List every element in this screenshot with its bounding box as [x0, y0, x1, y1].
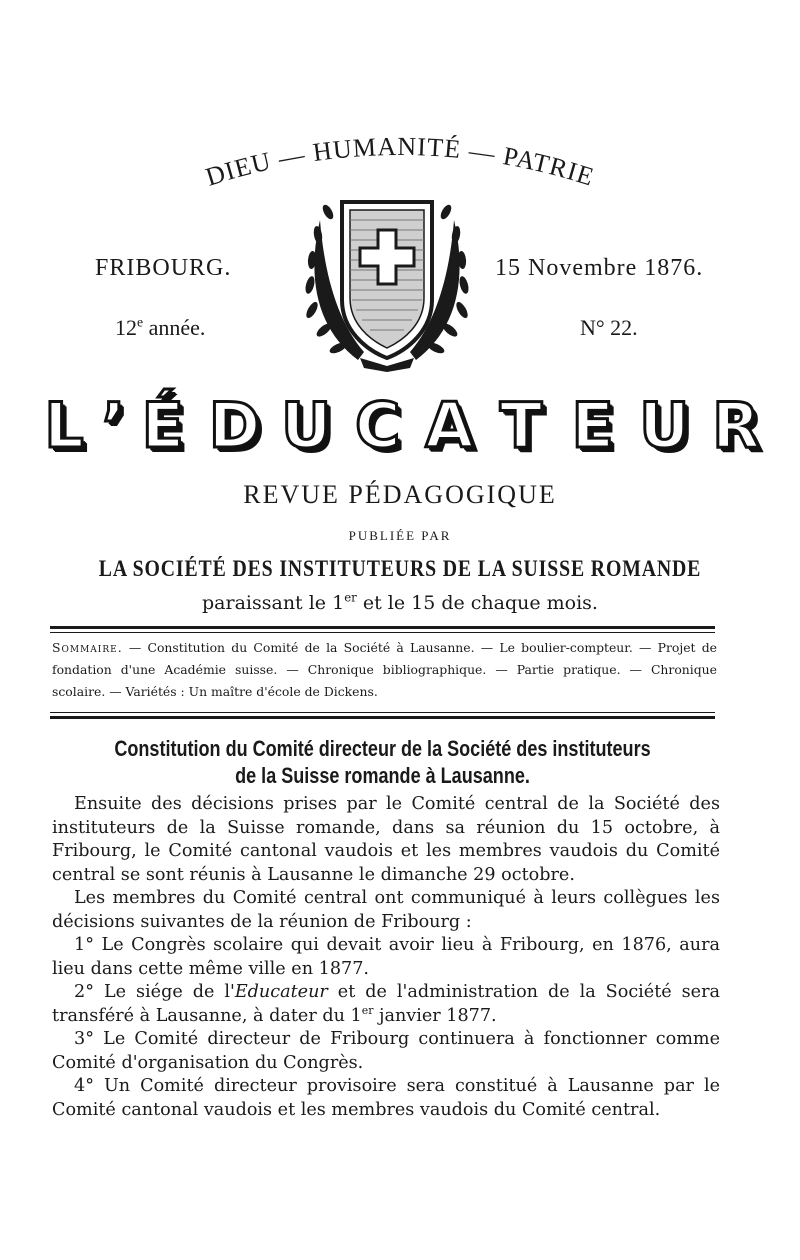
issue-date: 15 Novembre 1876.	[495, 255, 704, 281]
paragraph: Ensuite des décisions prises par le Comité central de la Société des instituteurs de la Suisse romande, dans sa réunion du 15 octobre, à Fribourg, le Comité cantonal vaudois et les membres vaudois du Comité central se sont réunis à Lausanne le dimanche 29 octobre.	[52, 794, 720, 885]
city-label: FRIBOURG.	[95, 255, 232, 281]
society-name: LA SOCIÉTÉ DES INSTITUTEURS DE LA SUISSE ROMANDE	[98, 556, 702, 581]
article-title: Constitution du Comité directeur de la Société des instituteurs de la Suisse romande à Lausanne.	[114, 736, 651, 788]
article-body	[52, 793, 720, 1122]
published-by: PUBLIÉE PAR	[348, 528, 452, 543]
publication-frequency: paraissant le 1er et le 15 de chaque mois.	[202, 590, 598, 614]
paragraph: 2° Le siége de l'Educateur et de l'administration de la Société sera transféré à Lausanne, à dater du 1er janvier 1877.	[52, 982, 720, 1026]
divider-top-thick	[50, 626, 715, 629]
masthead-letter: U	[280, 389, 332, 462]
paragraph: 4° Un Comité directeur provisoire sera constitué à Lausanne par le Comité cantonal vaudois et les membres vaudois du Comité central.	[52, 1076, 720, 1120]
summary-label: Sommaire.	[52, 640, 123, 655]
masthead-letter: U	[639, 389, 690, 462]
subtitle: REVUE PÉDAGOGIQUE	[243, 480, 557, 509]
divider-bottom-thick	[50, 716, 715, 719]
swiss-coat-of-arms-icon	[298, 190, 476, 372]
year-label: 12e année.	[115, 314, 206, 340]
masthead-letter: ’	[101, 389, 126, 462]
masthead-letter: D	[208, 389, 261, 462]
masthead-letter: A	[425, 389, 474, 462]
masthead-letter: R	[712, 389, 760, 462]
masthead-letter: T	[499, 389, 543, 462]
masthead-letter: C	[355, 389, 401, 462]
paragraph: 1° Le Congrès scolaire qui devait avoir lieu à Fribourg, en 1876, aura lieu dans cette même ville en 1877.	[52, 935, 720, 979]
table-of-contents	[52, 637, 717, 703]
masthead-letter: L	[44, 389, 84, 462]
paragraph: Les membres du Comité central ont communiqué à leurs collègues les décisions suivantes de la réunion de Fribourg :	[52, 888, 720, 932]
summary-text: — Constitution du Comité de la Société à Lausanne. — Le boulier-compteur. — Projet de fondation d'une Académie suisse. — Chronique bibliographique. — Partie pratique. — Chronique scolaire. — Variétés : Un maître d'école de Dickens.	[52, 640, 717, 699]
masthead-title	[30, 388, 770, 464]
paragraph: 3° Le Comité directeur de Fribourg continuera à fonctionner comme Comité d'organisation du Congrès.	[52, 1029, 720, 1073]
issue-number: N° 22.	[580, 315, 638, 340]
divider-top-thin	[50, 632, 715, 633]
divider-bottom-thin	[50, 712, 715, 713]
masthead-letter: É	[141, 389, 185, 462]
masthead-letter: E	[571, 389, 614, 462]
motto-text: DIEU — HUMANITÉ — PATRIE	[202, 131, 598, 192]
